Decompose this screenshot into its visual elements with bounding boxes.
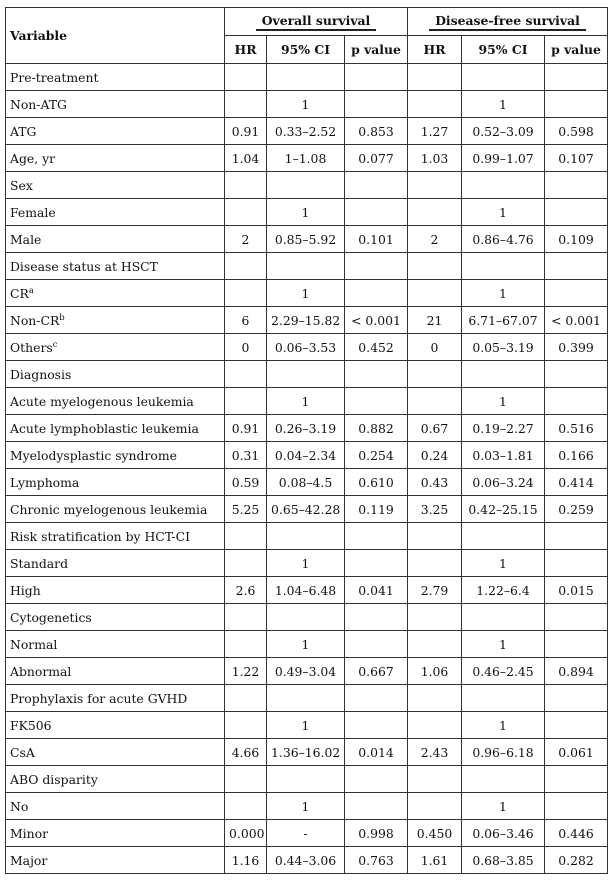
os-hr-cell xyxy=(225,199,267,226)
os-ci-cell: 1.04–6.48 xyxy=(267,577,345,604)
dfs-p-cell: 0.414 xyxy=(545,469,608,496)
dfs-ci-cell: 1 xyxy=(462,550,545,577)
dfs-ci-cell: 1.22–6.4 xyxy=(462,577,545,604)
dfs-hr-cell xyxy=(408,388,462,415)
os-hr-cell: 0.000 xyxy=(225,820,267,847)
row-label: CsA xyxy=(10,744,35,760)
header-col-p: p value xyxy=(545,36,608,64)
header-group-disease-free-survival xyxy=(408,8,608,36)
group-title-overall-survival: Overall survival xyxy=(256,14,377,31)
row-label: No xyxy=(10,798,29,814)
row-label-cell xyxy=(6,118,225,145)
header-col-hr: HR xyxy=(408,36,462,64)
dfs-hr-cell: 1.27 xyxy=(408,118,462,145)
os-p-cell xyxy=(345,280,408,307)
dfs-hr-cell xyxy=(408,91,462,118)
os-ci-cell: 1–1.08 xyxy=(267,145,345,172)
os-ci-cell: 1 xyxy=(267,388,345,415)
os-p-cell xyxy=(345,253,408,280)
os-p-cell: 0.610 xyxy=(345,469,408,496)
dfs-ci-cell: 1 xyxy=(462,712,545,739)
row-label-cell xyxy=(6,631,225,658)
table-row xyxy=(6,199,608,226)
row-label: Cytogenetics xyxy=(10,609,92,625)
os-ci-cell xyxy=(267,523,345,550)
os-ci-cell: 2.29–15.82 xyxy=(267,307,345,334)
dfs-ci-cell: 0.99–1.07 xyxy=(462,145,545,172)
os-hr-cell xyxy=(225,793,267,820)
row-label-cell xyxy=(6,415,225,442)
os-hr-cell: 0.91 xyxy=(225,415,267,442)
dfs-p-cell: 0.166 xyxy=(545,442,608,469)
row-label: High xyxy=(10,582,41,598)
dfs-ci-cell: 0.68–3.85 xyxy=(462,847,545,874)
row-label: Diagnosis xyxy=(10,366,72,382)
table-row xyxy=(6,361,608,388)
os-hr-cell xyxy=(225,253,267,280)
os-p-cell: 0.998 xyxy=(345,820,408,847)
os-p-cell: 0.101 xyxy=(345,226,408,253)
os-p-cell: 0.853 xyxy=(345,118,408,145)
dfs-hr-cell xyxy=(408,766,462,793)
table-row xyxy=(6,847,608,874)
dfs-p-cell xyxy=(545,712,608,739)
os-ci-cell: 0.08–4.5 xyxy=(267,469,345,496)
os-p-cell xyxy=(345,550,408,577)
dfs-hr-cell: 0.67 xyxy=(408,415,462,442)
os-hr-cell xyxy=(225,280,267,307)
os-hr-cell xyxy=(225,64,267,91)
row-label-cell xyxy=(6,577,225,604)
os-hr-cell: 2 xyxy=(225,226,267,253)
row-label-cell xyxy=(6,550,225,577)
dfs-hr-cell xyxy=(408,793,462,820)
dfs-hr-cell xyxy=(408,64,462,91)
dfs-hr-cell: 2 xyxy=(408,226,462,253)
dfs-p-cell: 0.446 xyxy=(545,820,608,847)
table-row xyxy=(6,307,608,334)
row-label-cell xyxy=(6,145,225,172)
row-label-cell xyxy=(6,280,225,307)
dfs-ci-cell xyxy=(462,361,545,388)
os-p-cell: 0.763 xyxy=(345,847,408,874)
os-p-cell: 0.452 xyxy=(345,334,408,361)
os-p-cell: 0.119 xyxy=(345,496,408,523)
footnote-marker: c xyxy=(52,339,58,350)
dfs-hr-cell: 2.79 xyxy=(408,577,462,604)
dfs-ci-cell: 0.96–6.18 xyxy=(462,739,545,766)
dfs-hr-cell xyxy=(408,712,462,739)
os-p-cell xyxy=(345,766,408,793)
dfs-hr-cell: 0 xyxy=(408,334,462,361)
os-ci-cell: 0.04–2.34 xyxy=(267,442,345,469)
os-p-cell: < 0.001 xyxy=(345,307,408,334)
dfs-hr-cell: 0.24 xyxy=(408,442,462,469)
os-p-cell xyxy=(345,712,408,739)
row-label-cell xyxy=(6,388,225,415)
os-hr-cell: 4.66 xyxy=(225,739,267,766)
row-label: Normal xyxy=(10,636,58,652)
os-p-cell xyxy=(345,523,408,550)
row-label: Acute lymphoblastic leukemia xyxy=(10,420,199,436)
dfs-ci-cell xyxy=(462,64,545,91)
table-row xyxy=(6,469,608,496)
row-label-cell xyxy=(6,226,225,253)
header-col-p: p value xyxy=(345,36,408,64)
table-row xyxy=(6,820,608,847)
dfs-p-cell xyxy=(545,361,608,388)
table-row xyxy=(6,145,608,172)
os-p-cell: 0.882 xyxy=(345,415,408,442)
row-label: Major xyxy=(10,852,48,868)
table-row xyxy=(6,631,608,658)
os-ci-cell xyxy=(267,685,345,712)
dfs-hr-cell: 1.03 xyxy=(408,145,462,172)
os-p-cell: 0.077 xyxy=(345,145,408,172)
row-label-cell xyxy=(6,172,225,199)
os-hr-cell: 1.04 xyxy=(225,145,267,172)
dfs-ci-cell: 0.06–3.24 xyxy=(462,469,545,496)
dfs-hr-cell xyxy=(408,361,462,388)
header-group-overall-survival xyxy=(225,8,408,36)
row-label-cell xyxy=(6,64,225,91)
dfs-hr-cell xyxy=(408,604,462,631)
os-ci-cell: 1.36–16.02 xyxy=(267,739,345,766)
dfs-hr-cell: 1.61 xyxy=(408,847,462,874)
table-row xyxy=(6,64,608,91)
dfs-ci-cell: 1 xyxy=(462,388,545,415)
row-label-cell xyxy=(6,442,225,469)
dfs-ci-cell xyxy=(462,766,545,793)
dfs-ci-cell: 0.05–3.19 xyxy=(462,334,545,361)
row-label-cell xyxy=(6,739,225,766)
os-hr-cell: 1.16 xyxy=(225,847,267,874)
os-ci-cell: 0.06–3.53 xyxy=(267,334,345,361)
dfs-p-cell xyxy=(545,91,608,118)
os-hr-cell xyxy=(225,604,267,631)
os-ci-cell xyxy=(267,64,345,91)
row-label: ATG xyxy=(10,123,37,139)
table-row xyxy=(6,388,608,415)
dfs-ci-cell: 0.86–4.76 xyxy=(462,226,545,253)
dfs-ci-cell xyxy=(462,685,545,712)
group-title-disease-free-survival: Disease-free survival xyxy=(429,14,586,31)
dfs-hr-cell xyxy=(408,631,462,658)
dfs-ci-cell xyxy=(462,253,545,280)
dfs-ci-cell xyxy=(462,523,545,550)
dfs-hr-cell xyxy=(408,523,462,550)
table-row xyxy=(6,766,608,793)
table-row xyxy=(6,739,608,766)
os-ci-cell xyxy=(267,172,345,199)
os-ci-cell: 0.26–3.19 xyxy=(267,415,345,442)
dfs-ci-cell: 0.52–3.09 xyxy=(462,118,545,145)
dfs-p-cell xyxy=(545,172,608,199)
table-row xyxy=(6,496,608,523)
row-label-cell xyxy=(6,793,225,820)
dfs-hr-cell xyxy=(408,172,462,199)
dfs-p-cell: 0.107 xyxy=(545,145,608,172)
row-label-cell xyxy=(6,847,225,874)
dfs-ci-cell: 1 xyxy=(462,199,545,226)
dfs-p-cell xyxy=(545,685,608,712)
os-p-cell xyxy=(345,199,408,226)
header-col-ci: 95% CI xyxy=(267,36,345,64)
row-label-cell xyxy=(6,820,225,847)
row-label-cell xyxy=(6,712,225,739)
row-label: Female xyxy=(10,204,56,220)
row-label-cell xyxy=(6,199,225,226)
row-label: Acute myelogenous leukemia xyxy=(10,393,194,409)
dfs-p-cell xyxy=(545,64,608,91)
row-label: Risk stratification by HCT-CI xyxy=(10,528,190,544)
dfs-hr-cell: 2.43 xyxy=(408,739,462,766)
row-label-cell xyxy=(6,766,225,793)
row-label: Myelodysplastic syndrome xyxy=(10,447,177,463)
row-label-cell xyxy=(6,253,225,280)
os-hr-cell: 2.6 xyxy=(225,577,267,604)
dfs-ci-cell: 0.03–1.81 xyxy=(462,442,545,469)
os-p-cell: 0.041 xyxy=(345,577,408,604)
os-p-cell xyxy=(345,172,408,199)
dfs-p-cell: 0.015 xyxy=(545,577,608,604)
os-ci-cell: 0.44–3.06 xyxy=(267,847,345,874)
row-label: ABO disparity xyxy=(10,771,98,787)
os-ci-cell: 1 xyxy=(267,550,345,577)
header-col-ci: 95% CI xyxy=(462,36,545,64)
os-ci-cell: - xyxy=(267,820,345,847)
os-ci-cell: 1 xyxy=(267,712,345,739)
table-row xyxy=(6,118,608,145)
row-label-cell xyxy=(6,658,225,685)
table-row xyxy=(6,604,608,631)
row-label: Non-ATG xyxy=(10,96,67,112)
survival-table xyxy=(5,7,608,874)
table-row xyxy=(6,793,608,820)
row-label-cell xyxy=(6,307,225,334)
os-ci-cell xyxy=(267,766,345,793)
dfs-p-cell: 0.109 xyxy=(545,226,608,253)
os-hr-cell: 0 xyxy=(225,334,267,361)
footnote-marker: b xyxy=(59,312,65,323)
row-label-cell xyxy=(6,685,225,712)
os-hr-cell: 0.91 xyxy=(225,118,267,145)
table-row xyxy=(6,415,608,442)
dfs-hr-cell xyxy=(408,550,462,577)
dfs-hr-cell xyxy=(408,199,462,226)
header-variable: Variable xyxy=(6,8,225,64)
dfs-hr-cell xyxy=(408,253,462,280)
os-hr-cell xyxy=(225,523,267,550)
os-ci-cell: 0.33–2.52 xyxy=(267,118,345,145)
os-hr-cell xyxy=(225,766,267,793)
dfs-p-cell xyxy=(545,523,608,550)
dfs-p-cell: 0.516 xyxy=(545,415,608,442)
os-hr-cell xyxy=(225,361,267,388)
os-p-cell xyxy=(345,361,408,388)
dfs-p-cell: < 0.001 xyxy=(545,307,608,334)
row-label: FK506 xyxy=(10,717,52,733)
os-ci-cell: 1 xyxy=(267,280,345,307)
dfs-ci-cell: 1 xyxy=(462,631,545,658)
os-hr-cell xyxy=(225,631,267,658)
row-label-cell xyxy=(6,469,225,496)
dfs-p-cell xyxy=(545,793,608,820)
dfs-ci-cell xyxy=(462,172,545,199)
os-hr-cell: 1.22 xyxy=(225,658,267,685)
os-hr-cell xyxy=(225,550,267,577)
os-ci-cell: 1 xyxy=(267,793,345,820)
table-row xyxy=(6,253,608,280)
dfs-hr-cell: 0.450 xyxy=(408,820,462,847)
os-p-cell: 0.667 xyxy=(345,658,408,685)
os-hr-cell xyxy=(225,685,267,712)
row-label-cell xyxy=(6,91,225,118)
table-row xyxy=(6,658,608,685)
row-label-cell xyxy=(6,496,225,523)
table-row xyxy=(6,334,608,361)
os-ci-cell: 0.65–42.28 xyxy=(267,496,345,523)
dfs-ci-cell xyxy=(462,604,545,631)
row-label-cell xyxy=(6,361,225,388)
os-ci-cell: 1 xyxy=(267,91,345,118)
table-row xyxy=(6,712,608,739)
os-p-cell xyxy=(345,604,408,631)
os-hr-cell xyxy=(225,91,267,118)
dfs-p-cell xyxy=(545,550,608,577)
dfs-ci-cell: 0.46–2.45 xyxy=(462,658,545,685)
dfs-p-cell: 0.399 xyxy=(545,334,608,361)
dfs-ci-cell: 1 xyxy=(462,280,545,307)
table-row xyxy=(6,91,608,118)
dfs-ci-cell: 0.42–25.15 xyxy=(462,496,545,523)
os-p-cell xyxy=(345,388,408,415)
dfs-hr-cell xyxy=(408,280,462,307)
footnote-marker: a xyxy=(28,285,34,296)
dfs-p-cell: 0.598 xyxy=(545,118,608,145)
os-p-cell xyxy=(345,631,408,658)
row-label: Male xyxy=(10,231,42,247)
row-label: Age, yr xyxy=(10,150,56,166)
dfs-p-cell xyxy=(545,253,608,280)
table-row xyxy=(6,550,608,577)
dfs-hr-cell: 0.43 xyxy=(408,469,462,496)
dfs-p-cell: 0.259 xyxy=(545,496,608,523)
table-body xyxy=(6,64,608,874)
os-ci-cell xyxy=(267,253,345,280)
dfs-hr-cell: 21 xyxy=(408,307,462,334)
dfs-hr-cell xyxy=(408,685,462,712)
dfs-p-cell xyxy=(545,280,608,307)
row-label-cell xyxy=(6,604,225,631)
os-hr-cell: 6 xyxy=(225,307,267,334)
os-hr-cell: 5.25 xyxy=(225,496,267,523)
dfs-p-cell: 0.894 xyxy=(545,658,608,685)
dfs-ci-cell: 0.19–2.27 xyxy=(462,415,545,442)
dfs-p-cell: 0.061 xyxy=(545,739,608,766)
row-label: Non-CR xyxy=(10,312,60,328)
table-row xyxy=(6,280,608,307)
dfs-ci-cell: 6.71–67.07 xyxy=(462,307,545,334)
dfs-p-cell xyxy=(545,388,608,415)
os-p-cell xyxy=(345,793,408,820)
os-hr-cell: 0.31 xyxy=(225,442,267,469)
row-label: Abnormal xyxy=(10,663,72,679)
row-label: Sex xyxy=(10,177,33,193)
os-p-cell xyxy=(345,91,408,118)
row-label: Chronic myelogenous leukemia xyxy=(10,501,208,517)
os-ci-cell xyxy=(267,604,345,631)
dfs-hr-cell: 1.06 xyxy=(408,658,462,685)
row-label: CR xyxy=(10,285,29,301)
row-label: Others xyxy=(10,339,53,355)
dfs-p-cell xyxy=(545,766,608,793)
row-label-cell xyxy=(6,334,225,361)
os-p-cell: 0.254 xyxy=(345,442,408,469)
dfs-p-cell xyxy=(545,604,608,631)
row-label: Minor xyxy=(10,825,49,841)
row-label: Prophylaxis for acute GVHD xyxy=(10,690,188,706)
table-row xyxy=(6,172,608,199)
os-hr-cell xyxy=(225,388,267,415)
dfs-p-cell: 0.282 xyxy=(545,847,608,874)
table-row xyxy=(6,577,608,604)
os-ci-cell xyxy=(267,361,345,388)
os-p-cell: 0.014 xyxy=(345,739,408,766)
row-label: Disease status at HSCT xyxy=(10,258,158,274)
os-ci-cell: 0.49–3.04 xyxy=(267,658,345,685)
os-p-cell xyxy=(345,685,408,712)
table-row xyxy=(6,442,608,469)
dfs-hr-cell: 3.25 xyxy=(408,496,462,523)
table-row xyxy=(6,523,608,550)
row-label: Pre-treatment xyxy=(10,69,99,85)
header-col-hr: HR xyxy=(225,36,267,64)
row-label: Lymphoma xyxy=(10,474,80,490)
os-ci-cell: 0.85–5.92 xyxy=(267,226,345,253)
table-row xyxy=(6,226,608,253)
dfs-ci-cell: 0.06–3.46 xyxy=(462,820,545,847)
dfs-p-cell xyxy=(545,199,608,226)
os-hr-cell xyxy=(225,712,267,739)
os-ci-cell: 1 xyxy=(267,199,345,226)
dfs-ci-cell: 1 xyxy=(462,91,545,118)
dfs-p-cell xyxy=(545,631,608,658)
os-hr-cell xyxy=(225,172,267,199)
os-p-cell xyxy=(345,64,408,91)
row-label-cell xyxy=(6,523,225,550)
dfs-ci-cell: 1 xyxy=(462,793,545,820)
os-ci-cell: 1 xyxy=(267,631,345,658)
os-hr-cell: 0.59 xyxy=(225,469,267,496)
table-row xyxy=(6,685,608,712)
row-label: Standard xyxy=(10,555,69,571)
